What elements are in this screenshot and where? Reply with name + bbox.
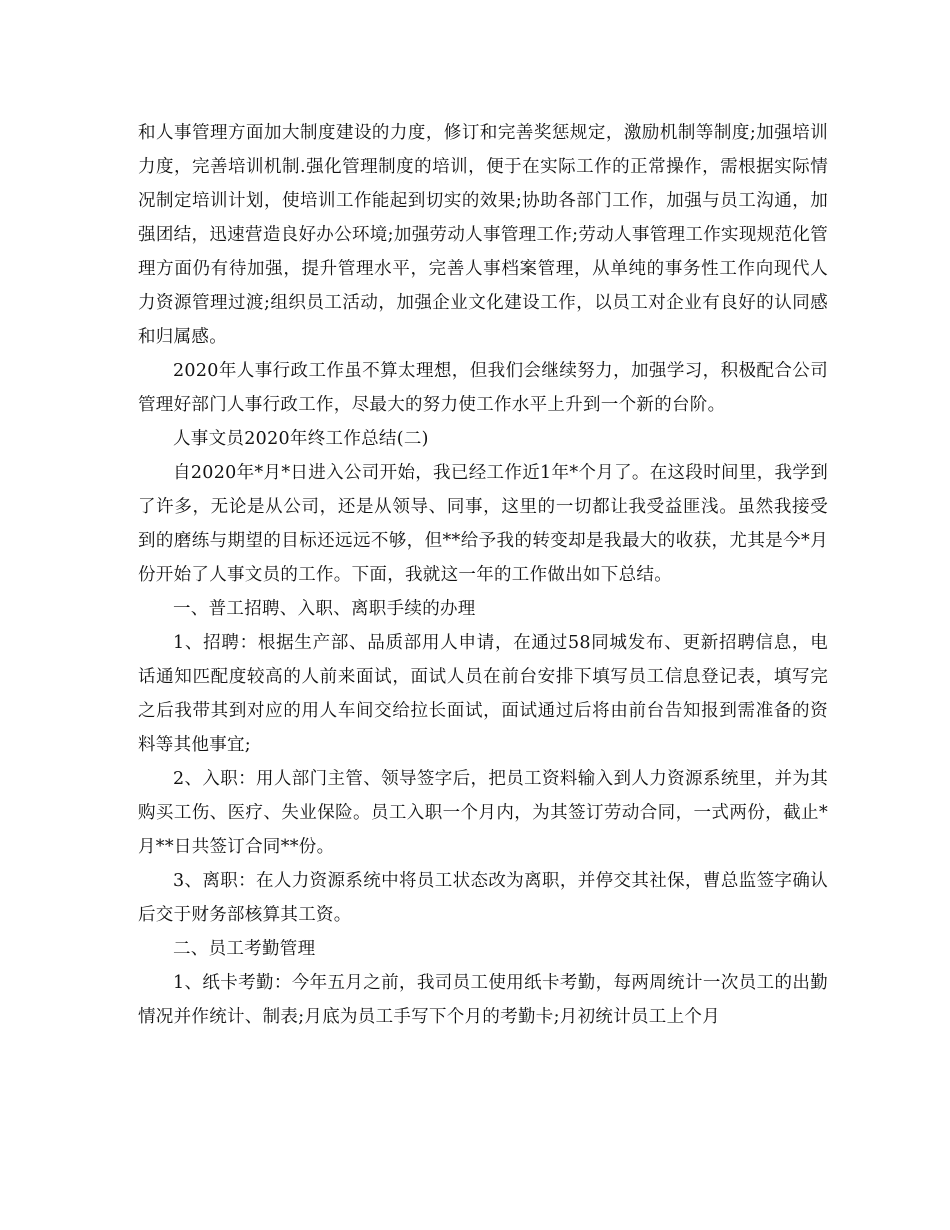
section-title: 人事文员2020年终工作总结(二): [173, 429, 429, 449]
section-heading-2: 二、员工考勤管理: [173, 939, 316, 959]
section-heading-1: 一、普工招聘、入职、离职手续的办理: [173, 599, 476, 619]
paragraph-recruitment: 1、招聘：根据生产部、品质部用人申请，在通过58同城发布、更新招聘信息，电话通知匹配度较高的人前来面试，面试人员在前台安排下填写员工信息登记表，填写完之后我带其到对应的用人车间交给拉长面试，面试通过后将由前台告知报到需准备的资料等其他事宜;: [138, 633, 828, 755]
paragraph-opening: 自2020年*月*日进入公司开始，我已经工作近1年*个月了。在这段时间里，我学到了许多，无论是从公司，还是从领导、同事，这里的一切都让我受益匪浅。虽然我接受到的磨练与期望的目标还远远不够，但**给予我的转变却是我最大的收获，尤其是今*月份开始了人事文员的工作。下面，我就这一年的工作做出如下总结。: [138, 463, 828, 585]
paragraph-offboarding: 3、离职：在人力资源系统中将员工状态改为离职，并停交其社保，曹总监签字确认后交于财务部核算其工资。: [138, 871, 828, 925]
paragraph-intro: 和人事管理方面加大制度建设的力度，修订和完善奖惩规定，激励机制等制度;加强培训力度，完善培训机制.强化管理制度的培训，便于在实际工作的正常操作，需根据实际情况制定培训计划，使培训工作能起到切实的效果;协助各部门工作，加强与员工沟通，加强团结，迅速营造良好办公环境;加强劳动人事管理工作;劳动人事管理工作实现规范化管理方面仍有待加强，提升管理水平，完善人事档案管理，从单纯的事务性工作向现代人力资源管理过渡;组织员工活动，加强企业文化建设工作，以员工对企业有良好的认同感和归属感。: [138, 123, 828, 347]
paragraph-summary: 2020年人事行政工作虽不算太理想，但我们会继续努力，加强学习，积极配合公司管理好部门人事行政工作，尽最大的努力使工作水平上升到一个新的台阶。: [138, 361, 828, 415]
paragraph-onboarding: 2、入职：用人部门主管、领导签字后，把员工资料输入到人力资源系统里，并为其购买工伤、医疗、失业保险。员工入职一个月内，为其签订劳动合同，一式两份，截止*月**日共签订合同**份。: [138, 769, 828, 857]
document-body: [138, 116, 828, 1034]
paragraph-attendance: 1、纸卡考勤：今年五月之前，我司员工使用纸卡考勤，每两周统计一次员工的出勤情况并作统计、制表;月底为员工手写下个月的考勤卡;月初统计员工上个月: [138, 973, 828, 1027]
